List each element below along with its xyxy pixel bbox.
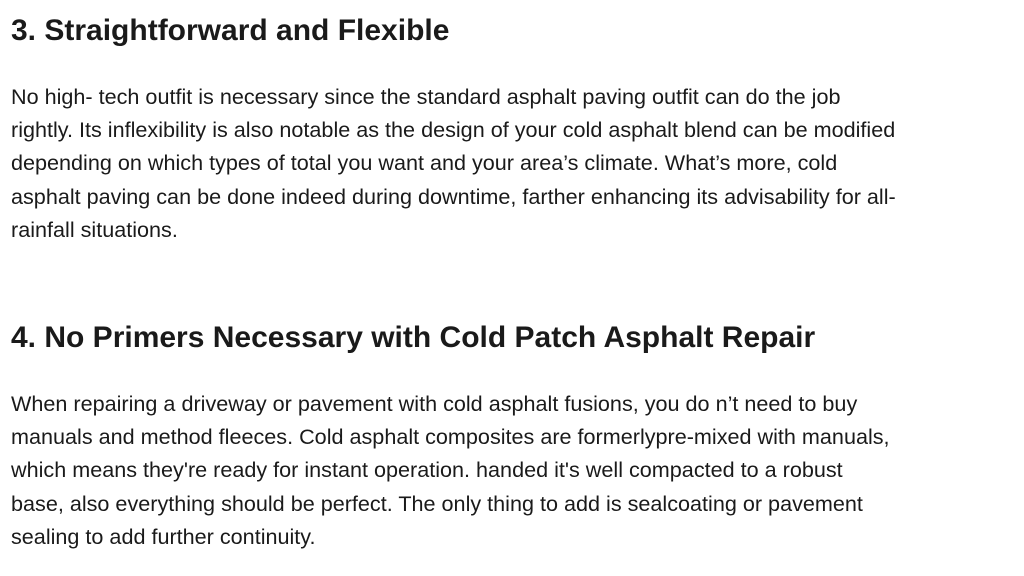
section-paragraph [11,387,890,553]
paragraph-line: asphalt paving can be done indeed during downtime, farther enhancing its advisability for all- [11,183,896,209]
section-heading: 4. No Primers Necessary with Cold Patch Asphalt Repair [11,321,816,354]
section-paragraph [11,80,896,246]
section-heading: 3. Straightforward and Flexible [11,14,450,47]
paragraph-line: rainfall situations. [11,216,178,242]
paragraph-line: rightly. Its inflexibility is also notable as the design of your cold asphalt blend can be modified [11,117,896,143]
paragraph-line: When repairing a driveway or pavement with cold asphalt fusions, you do n’t need to buy [11,391,858,416]
paragraph-line: sealing to add further continuity. [11,523,316,549]
paragraph-line: depending on which types of total you want and your area’s climate. What’s more, cold [11,150,838,176]
paragraph-line: which means they're ready for instant operation. handed it's well compacted to a robust [11,457,843,483]
paragraph-line: manuals and method fleeces. Cold asphalt composites are formerlypre-mixed with manuals, [11,424,890,450]
paragraph-line: No high- tech outfit is necessary since the standard asphalt paving outfit can do the job [11,84,841,109]
paragraph-line: base, also everything should be perfect. The only thing to add is sealcoating or pavement [11,490,863,516]
